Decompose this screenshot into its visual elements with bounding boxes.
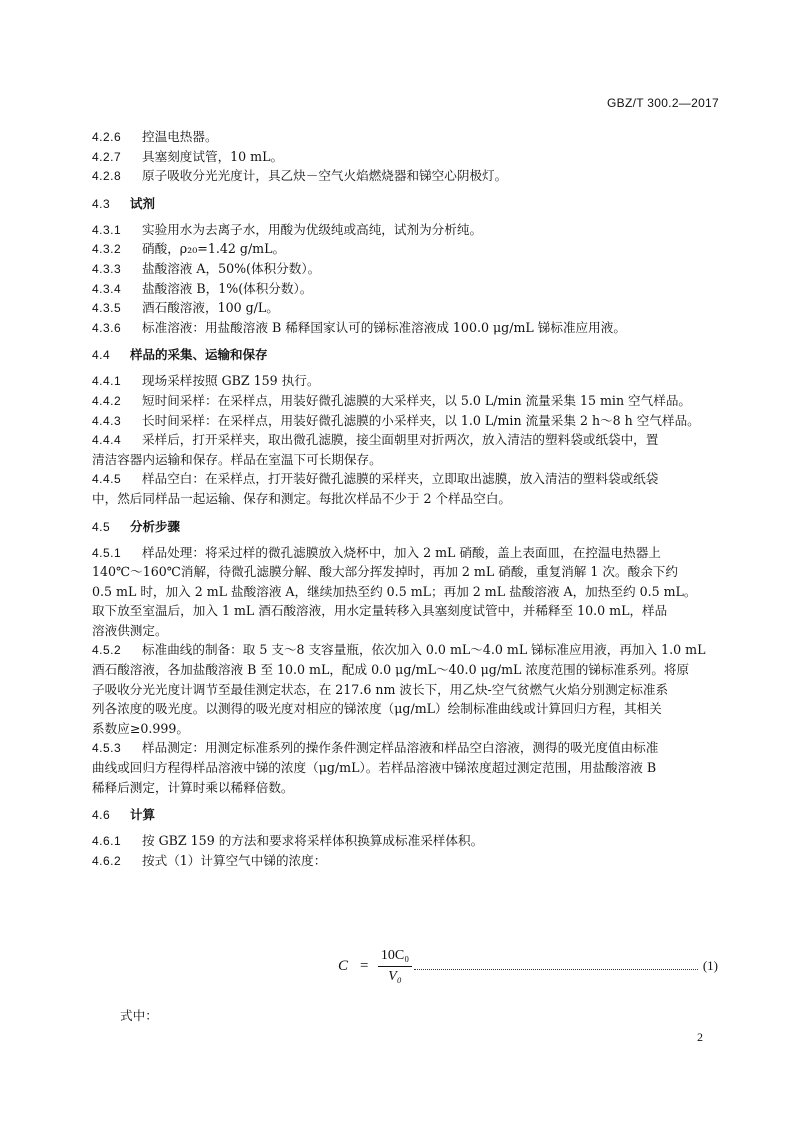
formula-reference: (1) — [702, 958, 718, 973]
clause-text: 具塞刻度试管，10 mL。 — [142, 148, 284, 164]
list-item — [92, 298, 720, 318]
formula-1 — [338, 946, 718, 992]
list-item — [92, 259, 720, 279]
clause-text-continued: 列各浓度的吸光度。以测得的吸光度对相应的锑浓度（μg/mL）绘制标准曲线或计算回归方程，其相关 — [92, 701, 662, 717]
list-item — [92, 318, 720, 338]
list-item — [92, 469, 720, 489]
clause-text-continued: 取下放至室温后，加入 1 mL 酒石酸溶液，用水定量转移入具塞刻度试管中，并稀释至 10.0 mL，样品 — [92, 603, 668, 619]
clause-text: 采样后，打开采样夹，取出微孔滤膜，接尘面朝里对折两次，放入清洁的塑料袋或纸袋中，置 — [142, 432, 659, 448]
clause-text-continued: 曲线或回归方程得样品溶液中锑的浓度（μg/mL）。若样品溶液中锑浓度超过测定范围，用盐酸溶液 B — [92, 760, 657, 776]
clause-number: 4.2.6 — [92, 130, 122, 144]
clause-text-continued: 系数应≥0.999。 — [92, 720, 189, 736]
list-item — [92, 239, 720, 259]
clause-text: 按式（1）计算空气中锑的浓度： — [142, 852, 327, 868]
document-body — [92, 127, 720, 870]
clause-number: 4.4.3 — [92, 413, 122, 428]
clause-number: 4.2.7 — [92, 149, 122, 164]
clause-number: 4.3.5 — [92, 301, 122, 316]
formula-numerator: 10C₀ — [380, 948, 410, 963]
clause-number: 4.5.3 — [92, 741, 122, 756]
clause-text: 酒石酸溶液，100 g/L。 — [142, 300, 279, 316]
clause-text: 标准曲线的制备：取 5 支～8 支容量瓶，依次加入 0.0 mL～4.0 mL 锑标准应用液，再加入 1.0 mL — [142, 642, 706, 658]
clause-number: 4.3.4 — [92, 281, 122, 296]
clause-number: 4.3.3 — [92, 261, 122, 276]
list-item — [92, 147, 720, 167]
list-item — [92, 220, 720, 240]
section-heading-calculation: 4.6 计算 — [92, 807, 156, 823]
clause-text-continued: 子吸收分光光度计调节至最佳测定状态，在 217.6 nm 波长下，用乙炔-空气贫燃气火焰分别测定标准系 — [92, 681, 669, 697]
formula-equals: = — [360, 958, 369, 974]
list-item — [92, 391, 720, 411]
formula-fraction — [378, 946, 412, 987]
clause-number: 4.5.2 — [92, 643, 122, 658]
clause-text: 样品处理：将采过样的微孔滤膜放入烧杯中，加入 2 mL 硝酸，盖上表面皿，在控温电热器上 — [142, 544, 661, 560]
clause-number: 4.4.5 — [92, 472, 122, 487]
clause-text-continued: 稀释后测定，计算时乘以稀释倍数。 — [92, 779, 294, 795]
section-heading-analysis: 4.5 分析步骤 — [92, 518, 181, 534]
clause-number: 4.5.1 — [92, 545, 122, 560]
clause-text: 原子吸收分光光度计，具乙炔－空气火焰燃烧器和锑空心阴极灯。 — [142, 168, 508, 184]
formula-lhs: C — [338, 958, 349, 974]
page-number: 2 — [697, 1030, 703, 1044]
section-heading-sampling: 4.4 样品的采集、运输和保存 — [92, 347, 268, 363]
list-item — [92, 738, 720, 758]
clause-text: 按 GBZ 159 的方法和要求将采样体积换算成标准采样体积。 — [142, 833, 484, 849]
list-item — [92, 851, 720, 871]
clause-text-continued: 清洁容器内运输和保存。样品在室温下可长期保存。 — [92, 451, 382, 467]
clause-text-continued: 酒石酸溶液，各加盐酸溶液 B 至 10.0 mL，配成 0.0 μg/mL～40.0 μg/mL 浓度范围的锑标准系列。将原 — [92, 662, 690, 678]
list-item — [92, 371, 720, 391]
where-label: 式中： — [120, 1008, 158, 1023]
list-item — [92, 411, 720, 431]
clause-text: 短时间采样：在采样点，用装好微孔滤膜的大采样夹，以 5.0 L/min 流量采集 15 min 空气样品。 — [142, 392, 692, 408]
clause-text: 硝酸，ρ₂₀=1.42 g/mL。 — [142, 241, 286, 257]
clause-number: 4.3.1 — [92, 222, 122, 237]
list-item — [92, 640, 720, 660]
clause-number: 4.4.4 — [92, 433, 122, 448]
list-item — [92, 166, 720, 186]
clause-text: 样品测定：用测定标准系列的操作条件测定样品溶液和样品空白溶液，测得的吸光度值由标准 — [142, 740, 659, 756]
list-item — [92, 279, 720, 299]
clause-text: 现场采样按照 GBZ 159 执行。 — [142, 373, 320, 389]
standard-number: GBZ/T 300.2—2017 — [607, 96, 719, 110]
clause-text: 盐酸溶液 A，50%(体积分数）。 — [142, 260, 321, 276]
clause-text-continued: 中，然后同样品一起运输、保存和测定。每批次样品不少于 2 个样品空白。 — [92, 490, 512, 506]
clause-number: 4.6.2 — [92, 853, 122, 868]
clause-text-continued: 140℃～160℃消解，待微孔滤膜分解、酸大部分挥发掉时，再加 2 mL 硝酸，重复消解 1 次。酸余下约 — [92, 564, 678, 580]
list-item — [92, 543, 720, 563]
clause-number: 4.3.2 — [92, 242, 122, 257]
formula-denominator: V₀ — [388, 969, 402, 984]
section-heading-reagents: 4.3 试剂 — [92, 195, 156, 211]
clause-number: 4.4.2 — [92, 393, 122, 408]
clause-text: 实验用水为去离子水，用酸为优级纯或高纯，试剂为分析纯。 — [142, 221, 483, 237]
clause-text: 控温电热器。 — [142, 129, 218, 144]
list-item — [92, 127, 720, 147]
clause-number: 4.2.8 — [92, 169, 122, 184]
clause-number: 4.3.6 — [92, 320, 122, 335]
clause-text: 长时间采样：在采样点，用装好微孔滤膜的小采样夹，以 1.0 L/min 流量采集 2 h～8 h 空气样品。 — [142, 412, 700, 428]
clause-text-continued: 0.5 mL 时，加入 2 mL 盐酸溶液 A，继续加热至约 0.5 mL；再加 2 mL 盐酸溶液 A，加热至约 0.5 mL。 — [92, 583, 697, 599]
clause-text: 样品空白：在采样点，打开装好微孔滤膜的采样夹，立即取出滤膜，放入清洁的塑料袋或纸袋 — [142, 471, 659, 487]
list-item — [92, 831, 720, 851]
clause-number: 4.4.1 — [92, 374, 122, 389]
clause-text-continued: 溶液供测定。 — [92, 622, 168, 638]
dot-leader — [414, 961, 698, 970]
clause-number: 4.6.1 — [92, 834, 122, 849]
clause-text: 标准溶液：用盐酸溶液 B 稀释国家认可的锑标准溶液成 100.0 μg/mL 锑标准应用液。 — [142, 319, 626, 335]
list-item — [92, 430, 720, 450]
clause-text: 盐酸溶液 B，1%(体积分数）。 — [142, 280, 313, 296]
